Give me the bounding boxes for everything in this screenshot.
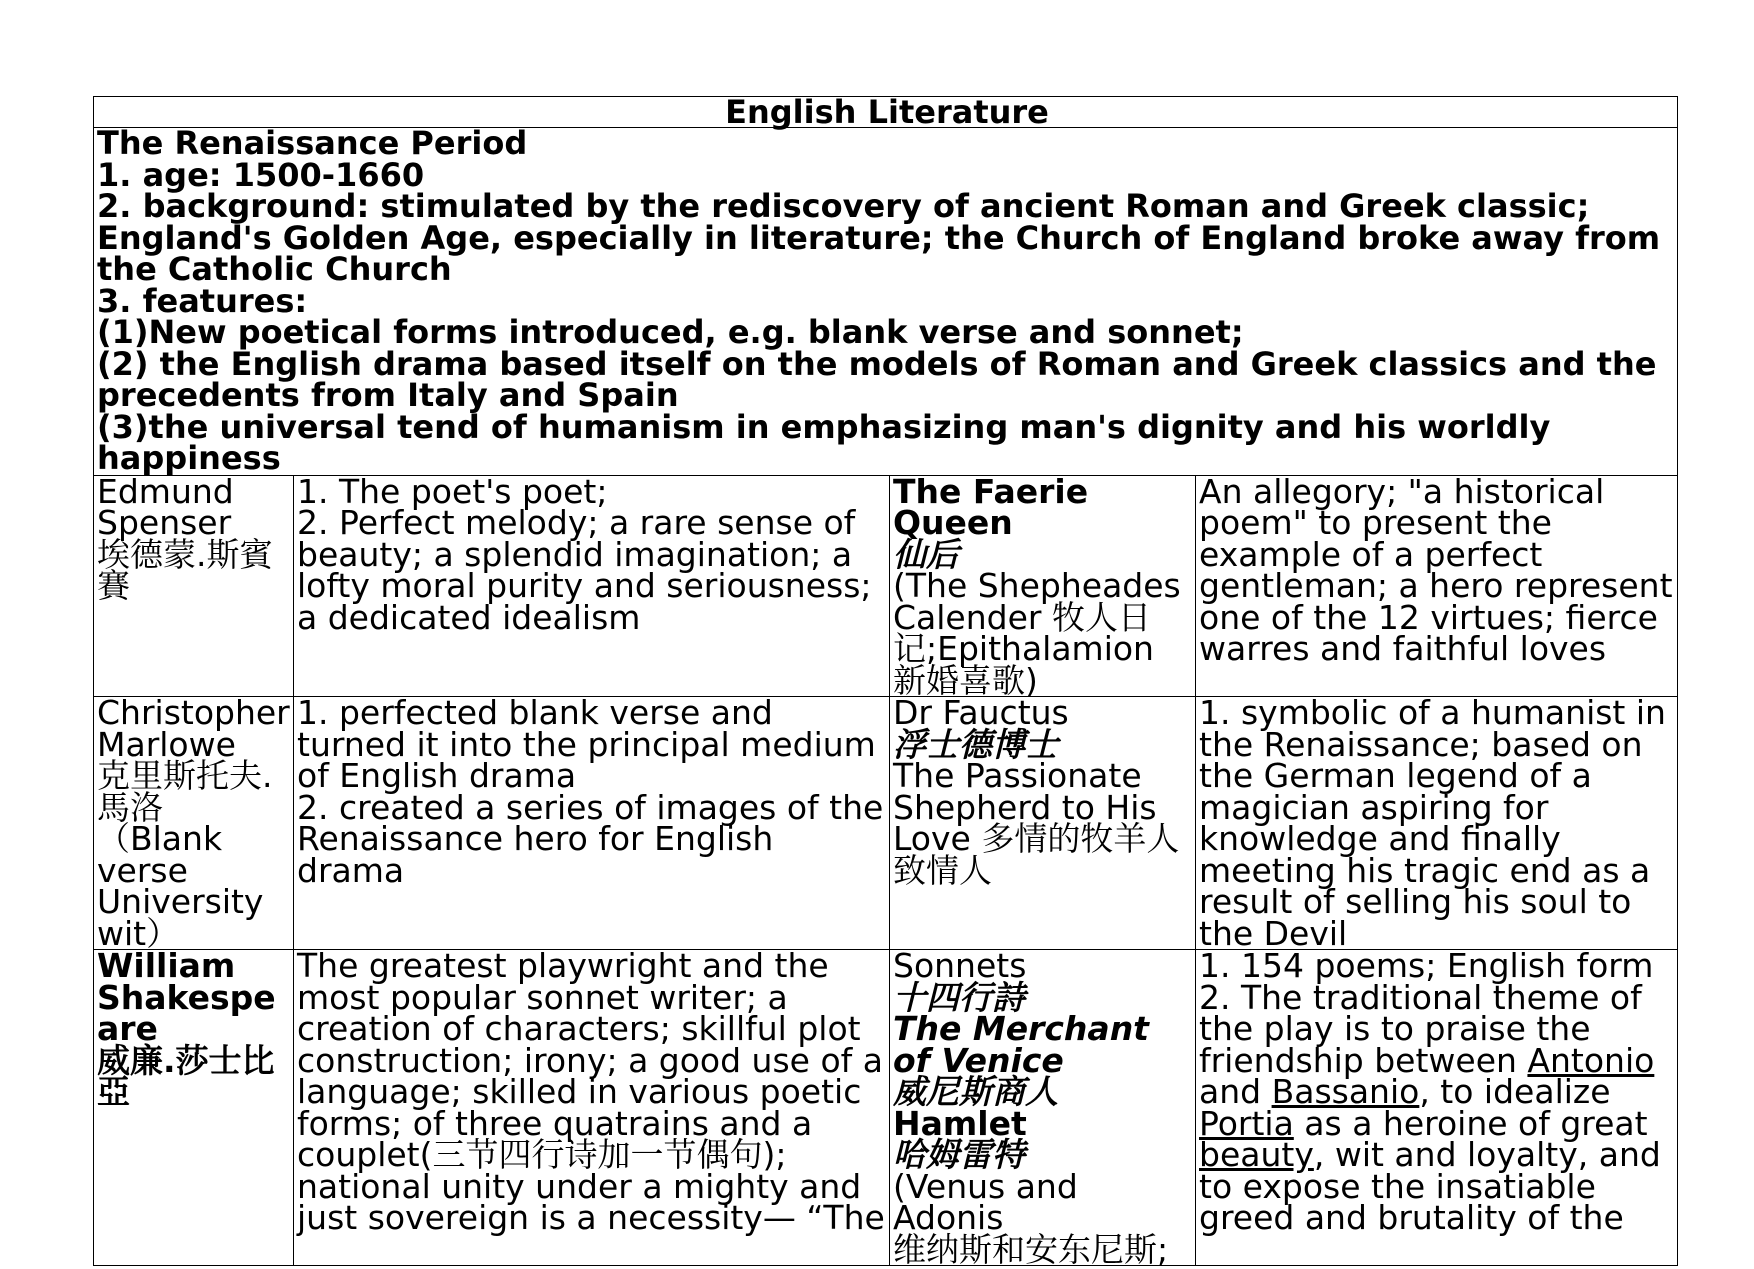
work-title: (The Shepheades Calender 牧人日记;Epithalamion 新婚喜歌) — [893, 566, 1181, 700]
work-title: Sonnets — [893, 946, 1027, 985]
author-name-note: （Blank verse University wit） — [97, 819, 264, 953]
character-name-link: Antonio — [1527, 1040, 1655, 1080]
feature-item: 1. perfected blank verse and turned it into the principal medium of English drama — [297, 693, 876, 795]
work-title-zh: 浮士德博士 — [893, 724, 1058, 764]
literature-table — [93, 93, 1678, 1269]
features-cell — [294, 693, 890, 950]
features-cell — [294, 471, 890, 697]
character-name-link: Bassanio — [1271, 1072, 1420, 1111]
table-title: English Literature — [94, 97, 1678, 128]
feature-item: 2. created a series of images of the Renaissance hero for English drama — [297, 787, 884, 890]
works-cell — [890, 471, 1196, 700]
table-row-marlowe — [94, 697, 1678, 950]
work-title-zh: 威尼斯商人 — [893, 1072, 1058, 1111]
author-name-en: Edmund Spenser — [97, 471, 234, 542]
period-age: 1. age: 1500-1660 — [97, 155, 425, 194]
work-title: Dr Fauctus — [893, 693, 1069, 732]
work-title: The Merchant of Venice — [893, 1009, 1149, 1080]
notes-cell — [1196, 946, 1678, 1266]
note-text: and — [1199, 1072, 1272, 1111]
feature-item: 2. Perfect melody; a rare sense of beauty; a splendid imagination; a lofty moral purity and seriousness; a dedicated idealism — [297, 503, 872, 637]
work-title-zh: 十四行詩 — [893, 977, 1025, 1017]
works-cell — [890, 946, 1196, 1269]
character-name-link: Portia — [1199, 1103, 1294, 1143]
work-title: The Passionate Shepherd to His Love 多情的牧羊人致情人 — [893, 756, 1180, 890]
note-item: 1. 154 poems; English form — [1199, 946, 1654, 985]
notes-cell: 1. symbolic of a humanist in the Renaissance; based on the German legend of a magician aspiring for knowledge and finally meeting his tragic end as a result of selling his soul to the Devil — [1196, 697, 1678, 950]
note-text: as a heroine of great — [1293, 1103, 1648, 1143]
period-features-heading: 3. features: — [97, 281, 308, 320]
author-name-zh: 埃德蒙.斯賓賽 — [97, 534, 273, 605]
table-row-shakespeare — [94, 950, 1678, 1266]
period-overview-row — [94, 128, 1678, 476]
work-title-zh: 哈姆雷特 — [893, 1135, 1025, 1174]
features-cell: The greatest playwright and the most popular sonnet writer; a creation of characters; skillful plot construction; irony; a good use of a language; skilled in various poetic forms; of three quatrains and a couplet(三节四行诗加一节偶句); national unity under a mighty and just sovereign is a necessity— “The — [294, 950, 890, 1266]
feature-item: 1. The poet's poet; — [297, 471, 608, 511]
period-feature-1: (1)New poetical forms introduced, e.g. blank verse and sonnet; — [97, 313, 1244, 351]
work-title: (Venus and Adonis — [893, 1166, 1078, 1237]
note-text: 2. The traditional theme of the play is to praise the friendship between — [1199, 977, 1642, 1080]
works-cell — [890, 693, 1196, 950]
note-text: , to idealize — [1419, 1072, 1611, 1111]
period-overview — [94, 124, 1678, 477]
period-feature-2: (2) the English drama based itself on the models of Roman and Greek classics and the precedents from Italy and Spain — [97, 344, 1657, 414]
work-title: Hamlet — [893, 1103, 1027, 1143]
author-name-en: William Shakespeare — [97, 946, 276, 1048]
period-background: 2. background: stimulated by the rediscovery of ancient Roman and Greek classic; England's Golden Age, especially in literature; the Church of England broke away from the Catholic Church — [97, 187, 1661, 288]
work-title-zh: 仙后 — [893, 534, 959, 574]
work-title: The Faerie Queen — [893, 471, 1089, 542]
notes-cell: An allegory; "a historical poem" to present the example of a perfect gentleman; a hero represent one of the 12 virtues; fierce warres and faithful loves — [1196, 475, 1678, 697]
note-text: , wit and loyalty, and to expose the insatiable greed and brutality of the — [1199, 1135, 1661, 1237]
work-title-zh: 维纳斯和安东尼斯; — [893, 1229, 1169, 1269]
period-feature-3: (3)the universal tend of humanism in emphasizing man's dignity and his worldly happiness — [97, 407, 1551, 477]
table-row-spenser — [94, 475, 1678, 697]
title-row — [94, 97, 1678, 128]
author-name-zh: 克里斯托夫.馬洛 — [97, 756, 273, 827]
document-page — [93, 93, 1677, 1269]
author-cell — [94, 946, 294, 1266]
author-name-zh: 威廉.莎士比亞 — [97, 1040, 275, 1111]
period-heading: The Renaissance Period — [97, 124, 528, 162]
author-cell — [94, 693, 294, 953]
author-name-en: Christopher Marlowe — [97, 693, 290, 764]
underlined-word: beauty — [1199, 1135, 1314, 1174]
author-cell — [94, 471, 294, 697]
